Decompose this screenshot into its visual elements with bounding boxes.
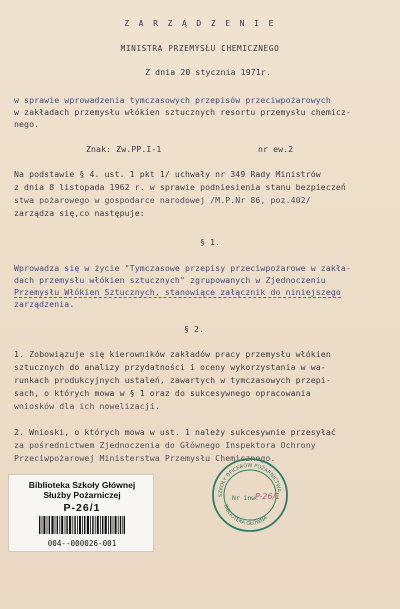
section-2-title: § 2. [183, 324, 205, 334]
stamp-ring-bottom: BIBLIOTEKA GŁÓWNA [222, 503, 269, 527]
preamble-line: zarządza się,co następuje: [14, 208, 145, 218]
section-1-line: Wprowadza się w życie "Tymczasowe przepisy przeciwpożarowe w zakła- [14, 263, 351, 273]
subject-line: w zakładach przemysłu włókien sztucznych resortu przemysłu chemicz- [14, 107, 351, 117]
library-name-line-1: Biblioteka Szkoły Głównej [28, 480, 136, 490]
call-number: P-26/1 [63, 502, 101, 514]
item-1-line: runkach produkcyjnych ustaleń, zawartych w tymczasowych przepi- [14, 375, 331, 385]
sign-number: nr ew.2 [258, 144, 294, 154]
subject-line: w sprawie wprowadzenia tymczasowych przepisów przeciwpożarowych [14, 95, 331, 105]
library-label [8, 474, 154, 552]
stamp-inventory-value: P-26/1 [255, 492, 281, 501]
item-1-line: sztucznych do analizy przydatności i oceny wykorzystania w wa- [14, 362, 326, 372]
item-2-line: za pośrednictwem Zjednoczenia do Głównego Inspektora Ochrony [14, 440, 316, 450]
library-stamp [210, 455, 290, 535]
section-1-line: Przemysłu Włókien Sztucznych, stanowiące załącznik do niniejszego [14, 287, 341, 297]
barcode-number: 004--000026-001 [47, 539, 117, 548]
subject-line: nego. [14, 119, 40, 129]
item-1-line: wniosków dla ich nowelizacji. [14, 401, 160, 411]
document-date: Z dnia 20 stycznia 1971r. [145, 67, 271, 77]
document-issuer: MINISTRA PRZEMYSŁU CHEMICZNEGO [120, 44, 280, 53]
library-name-line-2: Służby Pożarniczej [43, 490, 121, 500]
item-1-line: 1. Zobowiązuje się kierowników zakładów pracy przemysłu włókien [14, 349, 331, 359]
document-heading: Z A R Z Ą D Z E N I E [124, 19, 276, 28]
stamp-inventory-label: Nr inw. [232, 494, 259, 502]
preamble-line: stwa pożarowego w gospodarce narodowej /M.P.Nr 86, poz.402/ [14, 195, 311, 205]
item-1-line: sach, o których mowa w § 1 oraz do sukcesywnego opracowania [14, 388, 311, 398]
stamp-ring-text: SZKOŁY OFICERÓW POŻARNICTWA [217, 462, 282, 498]
section-1-title: § 1. [199, 237, 221, 247]
item-2-line: Przeciwpożarowej Ministerstwa Przemysłu Chemicznego. [14, 453, 276, 463]
preamble-line: Na podstawie § 4. ust. 1 pkt 1/ uchwały nr 349 Rady Ministrów [14, 169, 321, 179]
sign-mark: Znak: Zw.PP.I-1 [86, 144, 162, 154]
barcode-icon [39, 516, 125, 534]
preamble-line: z dnia 8 listopada 1962 r. w sprawie podniesienia stanu bezpieczeń [14, 182, 346, 192]
section-1-line: dach przemysłu włókien sztucznych" zgrupowanych w Zjednoczeniu [14, 275, 326, 285]
section-1-line: zarządzenia. [14, 299, 75, 309]
item-2-line: 2. Wnioski, o których mowa w ust. 1 należy sukcesywnie przesyłać [14, 427, 336, 437]
